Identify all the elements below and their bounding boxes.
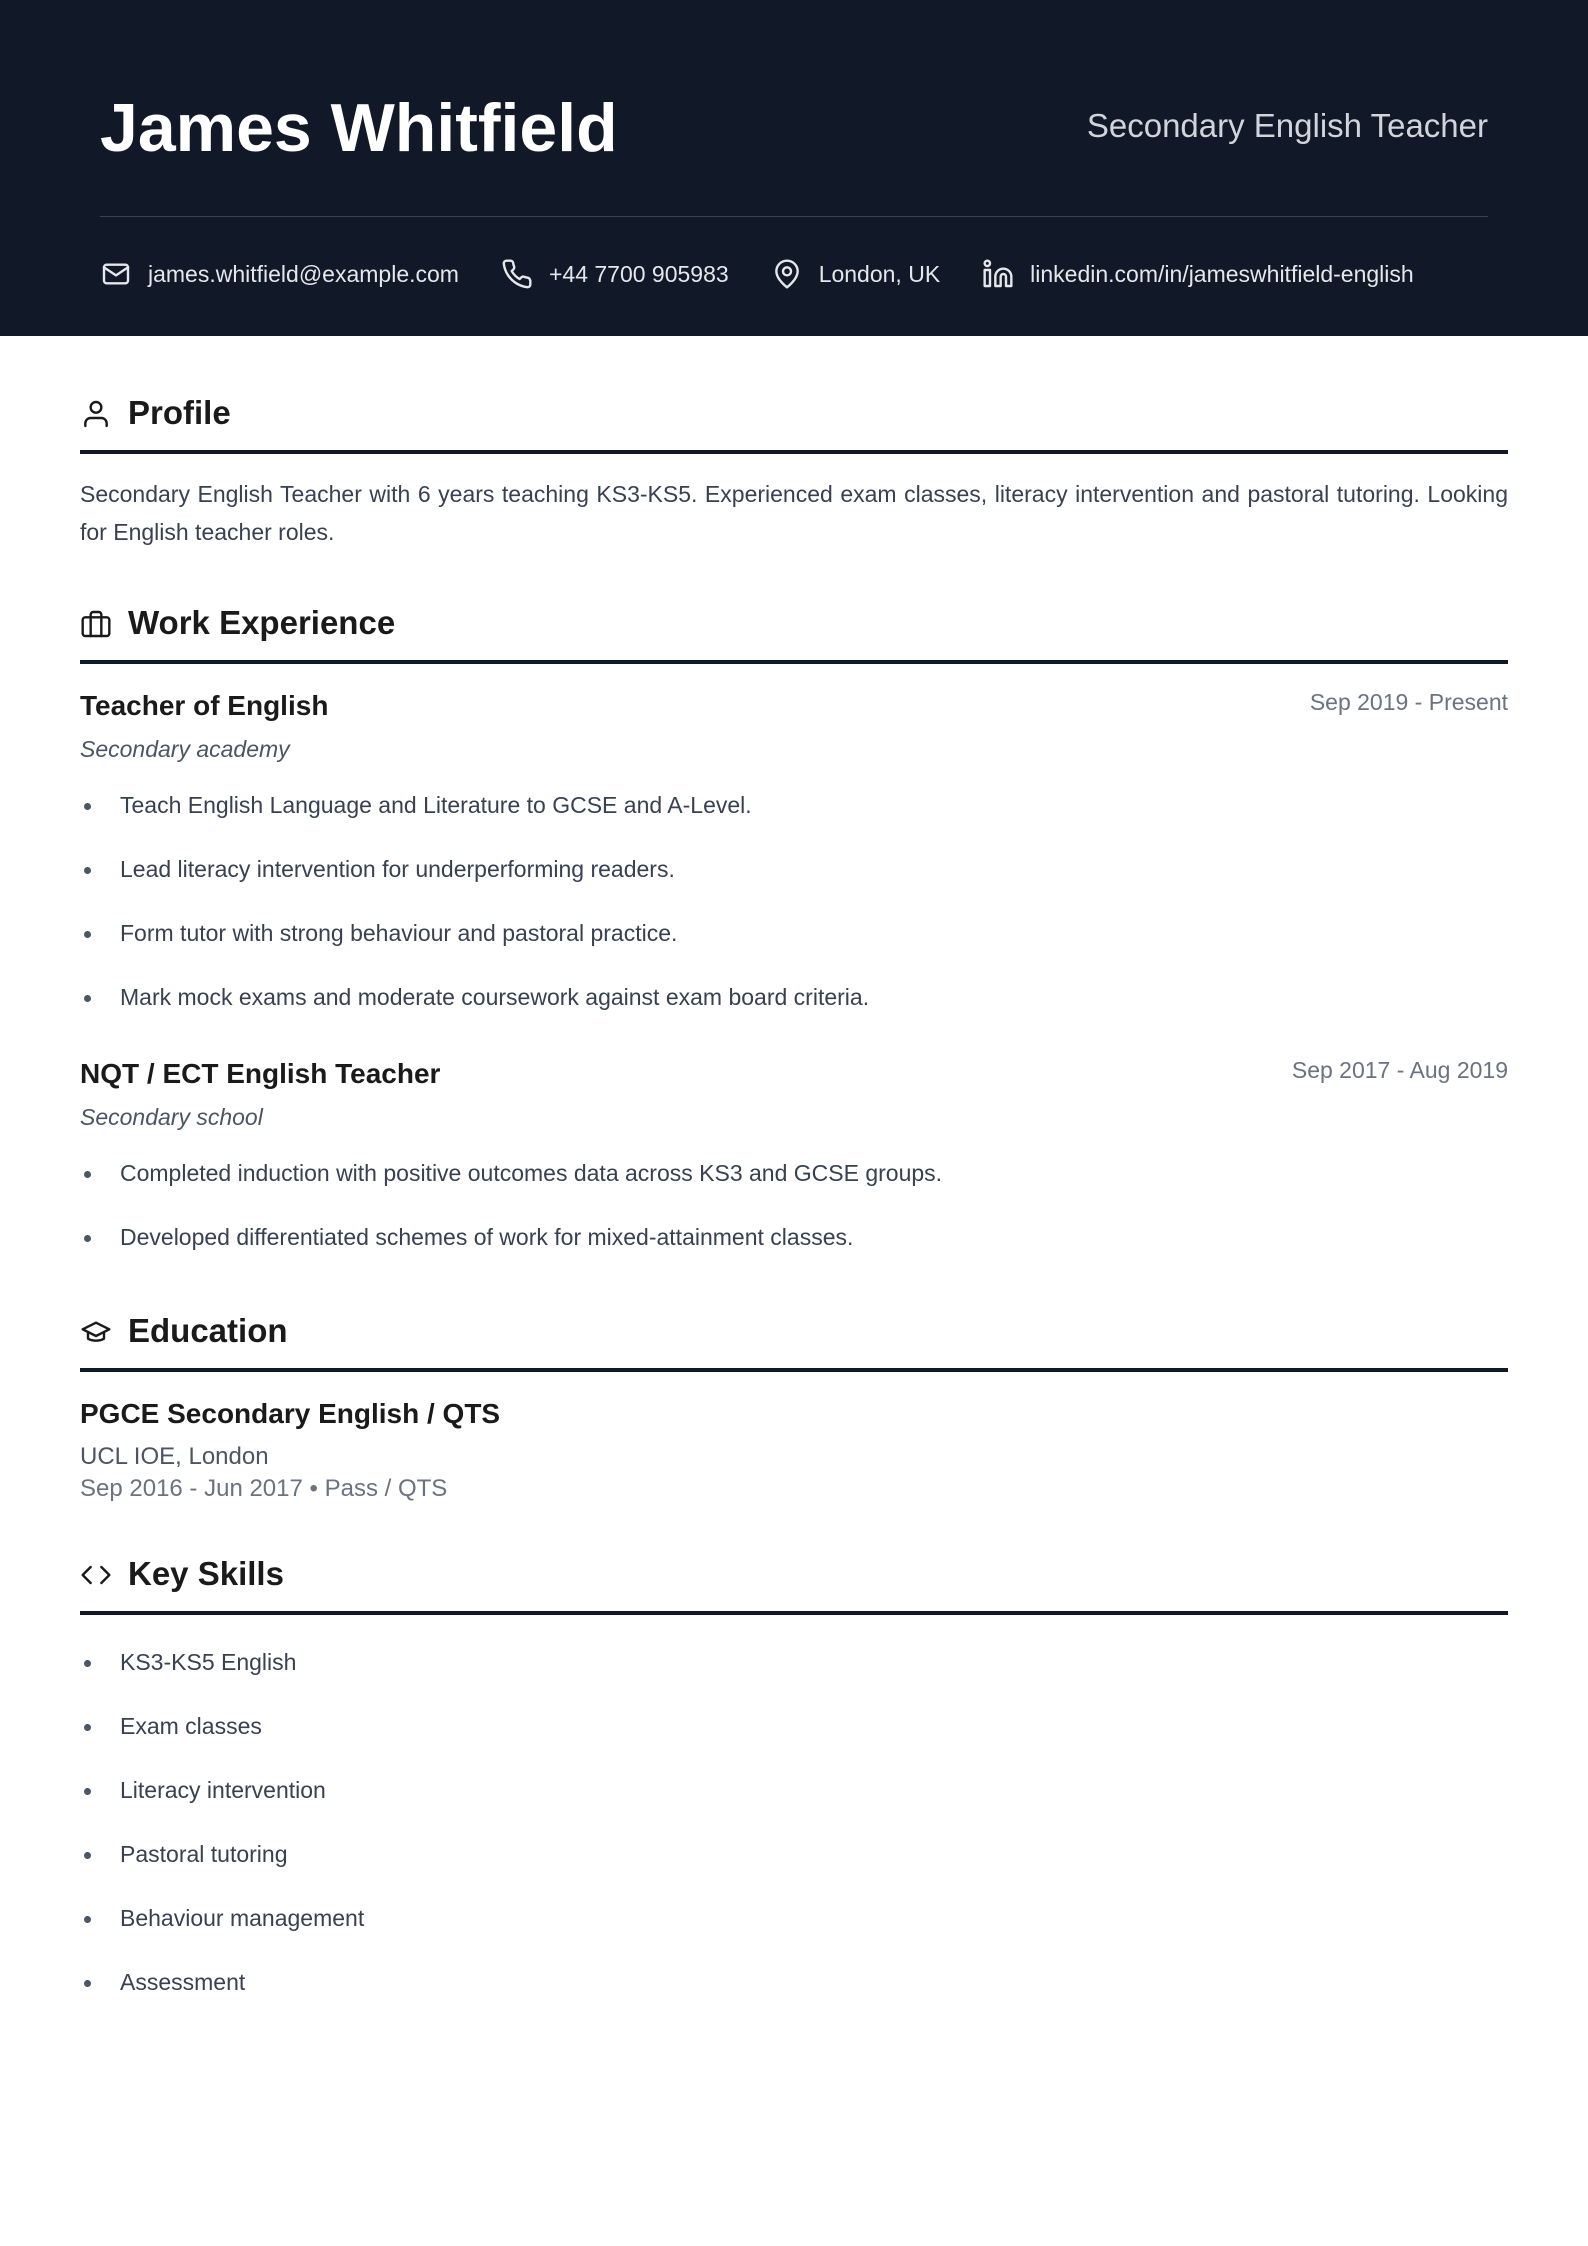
- list-item: Mark mock exams and moderate coursework against exam board criteria.: [80, 981, 1508, 1045]
- linkedin-icon: [982, 258, 1014, 290]
- candidate-role: Secondary English Teacher: [1086, 107, 1488, 144]
- list-item: Teach English Language and Literature to GCSE and A-Level.: [80, 789, 1508, 853]
- list-item: Form tutor with strong behaviour and pastoral practice.: [80, 917, 1508, 981]
- resume-header: [0, 0, 1588, 336]
- list-item: Behaviour management: [80, 1902, 1508, 1966]
- contact-phone[interactable]: [501, 258, 729, 290]
- header-divider: [100, 216, 1488, 217]
- list-item: Developed differentiated schemes of work for mixed-attainment classes.: [80, 1221, 1508, 1285]
- section-heading-education: [80, 1310, 1508, 1372]
- education-degree: PGCE Secondary English / QTS: [80, 1398, 501, 1429]
- user-icon: [80, 398, 112, 430]
- job-title: Teacher of English: [80, 690, 329, 721]
- contact-email-text: james.whitfield@example.com: [148, 261, 459, 287]
- briefcase-icon: [80, 608, 112, 640]
- job-dates: Sep 2017 - Aug 2019: [1291, 1057, 1508, 1083]
- contact-location: [771, 258, 940, 290]
- section-heading-profile: [80, 392, 1508, 454]
- list-item: Assessment: [80, 1966, 1508, 2030]
- list-item: Pastoral tutoring: [80, 1838, 1508, 1902]
- graduation-cap-icon: [80, 1316, 112, 1348]
- list-item: Literacy intervention: [80, 1774, 1508, 1838]
- profile-summary: Secondary English Teacher with 6 years teaching KS3-KS5. Experienced exam classes, literacy intervention and pastoral tutoring. Looking for English teacher roles.: [80, 481, 1508, 545]
- phone-icon: [501, 258, 533, 290]
- education-institution: UCL IOE, London: [80, 1443, 269, 1470]
- job-title: NQT / ECT English Teacher: [80, 1058, 441, 1089]
- skills-heading: Key Skills: [128, 1555, 284, 1592]
- contact-phone-text: +44 7700 905983: [548, 261, 729, 287]
- skills-list: [80, 1646, 1508, 2030]
- education-dates-result: Sep 2016 - Jun 2017 • Pass / QTS: [80, 1475, 448, 1502]
- contact-bar: [100, 257, 1456, 291]
- contact-linkedin[interactable]: [982, 258, 1414, 290]
- list-item: Completed induction with positive outcomes data across KS3 and GCSE groups.: [80, 1157, 1508, 1221]
- contact-location-text: London, UK: [818, 261, 941, 287]
- job-bullets: [80, 789, 1508, 1045]
- list-item: Exam classes: [80, 1710, 1508, 1774]
- job-bullets: [80, 1157, 1508, 1285]
- education-heading: Education: [128, 1312, 288, 1349]
- mail-icon: [100, 258, 132, 290]
- job-organisation: Secondary academy: [80, 736, 290, 762]
- contact-linkedin-text: linkedin.com/in/jameswhitfield-english: [1030, 261, 1414, 287]
- experience-heading: Work Experience: [128, 604, 396, 641]
- candidate-name: James Whitfield: [100, 90, 618, 166]
- section-heading-skills: [80, 1553, 1508, 1615]
- job-organisation: Secondary school: [80, 1104, 263, 1130]
- list-item: KS3-KS5 English: [80, 1646, 1508, 1710]
- contact-email[interactable]: [100, 258, 459, 290]
- section-heading-experience: [80, 602, 1508, 664]
- code-icon: [80, 1559, 112, 1591]
- location-icon: [771, 258, 803, 290]
- profile-heading: Profile: [128, 394, 231, 431]
- list-item: Lead literacy intervention for underperforming readers.: [80, 853, 1508, 917]
- job-dates: Sep 2019 - Present: [1309, 689, 1508, 715]
